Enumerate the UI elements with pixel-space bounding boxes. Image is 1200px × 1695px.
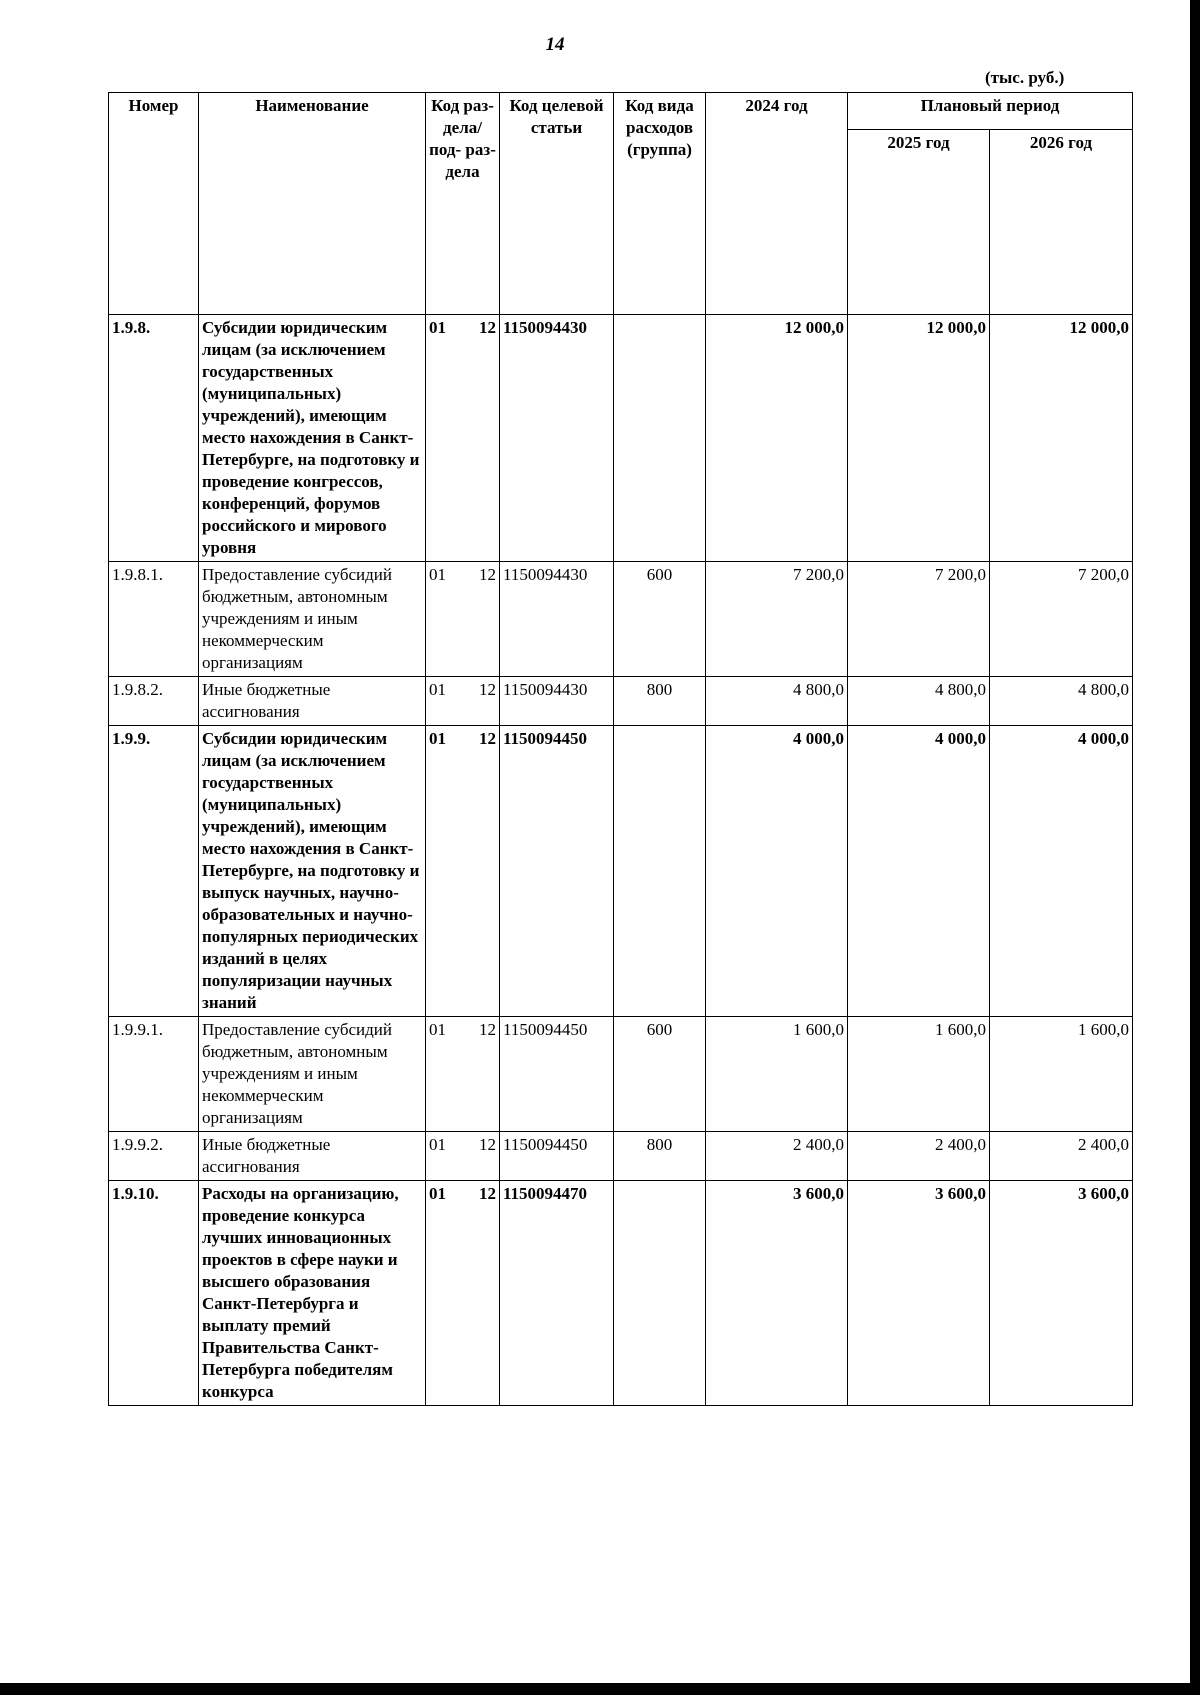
row-amount-2024: 4 000,0 xyxy=(706,726,848,1017)
header-plan-period: Плановый период xyxy=(848,93,1133,130)
row-amount-2024: 3 600,0 xyxy=(706,1181,848,1406)
row-name: Предоставление субсидий бюджетным, автономным учреждениям и иным некоммерческим организациям xyxy=(199,562,426,677)
row-section-code xyxy=(426,1181,500,1406)
row-amount-2025: 3 600,0 xyxy=(848,1181,990,1406)
table-row xyxy=(109,562,1133,677)
row-subsection: 12 xyxy=(479,565,496,584)
scan-edge-bottom xyxy=(0,1683,1200,1695)
row-amount-2026: 3 600,0 xyxy=(990,1181,1133,1406)
row-expense-group: 800 xyxy=(614,677,706,726)
row-section: 01 xyxy=(429,729,446,748)
row-name: Иные бюджетные ассигнования xyxy=(199,677,426,726)
row-subsection: 12 xyxy=(479,1135,496,1154)
row-name: Расходы на организацию, проведение конкурса лучших инновационных проектов в сфере науки и высшего образования Санкт-Петербурга и выплату премий Правительства Санкт-Петербурга победителям конкурса xyxy=(199,1181,426,1406)
table-row xyxy=(109,315,1133,562)
row-name: Предоставление субсидий бюджетным, автономным учреждениям и иным некоммерческим организациям xyxy=(199,1017,426,1132)
budget-table xyxy=(108,92,1133,1406)
row-target-code: 1150094450 xyxy=(500,1017,614,1132)
row-amount-2024: 4 800,0 xyxy=(706,677,848,726)
table-body xyxy=(109,315,1133,1406)
row-amount-2025: 12 000,0 xyxy=(848,315,990,562)
row-target-code: 1150094450 xyxy=(500,1132,614,1181)
header-year-2024: 2024 год xyxy=(706,93,848,315)
row-number: 1.9.8.1. xyxy=(109,562,199,677)
row-expense-group xyxy=(614,726,706,1017)
table-row xyxy=(109,726,1133,1017)
row-number: 1.9.9.2. xyxy=(109,1132,199,1181)
row-amount-2026: 4 800,0 xyxy=(990,677,1133,726)
row-section-code xyxy=(426,677,500,726)
row-amount-2025: 4 800,0 xyxy=(848,677,990,726)
row-number: 1.9.8.2. xyxy=(109,677,199,726)
row-subsection: 12 xyxy=(479,1020,496,1039)
table-row xyxy=(109,1181,1133,1406)
table-row xyxy=(109,677,1133,726)
row-section-code xyxy=(426,1132,500,1181)
row-number: 1.9.10. xyxy=(109,1181,199,1406)
row-target-code: 1150094470 xyxy=(500,1181,614,1406)
row-amount-2024: 1 600,0 xyxy=(706,1017,848,1132)
row-amount-2024: 2 400,0 xyxy=(706,1132,848,1181)
row-expense-group xyxy=(614,315,706,562)
row-expense-group xyxy=(614,1181,706,1406)
row-name: Иные бюджетные ассигнования xyxy=(199,1132,426,1181)
page-number: 14 xyxy=(545,34,565,55)
row-amount-2025: 7 200,0 xyxy=(848,562,990,677)
row-target-code: 1150094430 xyxy=(500,315,614,562)
row-expense-group: 600 xyxy=(614,1017,706,1132)
row-section: 01 xyxy=(429,680,446,699)
row-amount-2024: 7 200,0 xyxy=(706,562,848,677)
row-amount-2026: 4 000,0 xyxy=(990,726,1133,1017)
row-expense-group: 600 xyxy=(614,562,706,677)
row-subsection: 12 xyxy=(479,318,496,337)
row-subsection: 12 xyxy=(479,1184,496,1203)
header-section-code: Код раз- дела/ под- раз- дела xyxy=(426,93,500,315)
header-name: Наименование xyxy=(199,93,426,315)
row-amount-2026: 12 000,0 xyxy=(990,315,1133,562)
row-amount-2025: 2 400,0 xyxy=(848,1132,990,1181)
row-target-code: 1150094450 xyxy=(500,726,614,1017)
row-target-code: 1150094430 xyxy=(500,677,614,726)
row-section-code xyxy=(426,315,500,562)
header-expense-type: Код вида расходов (группа) xyxy=(614,93,706,315)
row-number: 1.9.8. xyxy=(109,315,199,562)
row-amount-2026: 1 600,0 xyxy=(990,1017,1133,1132)
row-amount-2024: 12 000,0 xyxy=(706,315,848,562)
row-target-code: 1150094430 xyxy=(500,562,614,677)
row-section: 01 xyxy=(429,1020,446,1039)
row-amount-2025: 4 000,0 xyxy=(848,726,990,1017)
row-name: Субсидии юридическим лицам (за исключением государственных (муниципальных) учреждений), имеющим место нахождения в Санкт-Петербурге, на подготовку и выпуск научных, научно-образовательных и научно-популярных периодических изданий в целях популяризации научных знаний xyxy=(199,726,426,1017)
row-subsection: 12 xyxy=(479,729,496,748)
header-year-2025: 2025 год xyxy=(848,130,990,315)
row-amount-2026: 2 400,0 xyxy=(990,1132,1133,1181)
header-row xyxy=(109,93,1133,130)
row-section: 01 xyxy=(429,1135,446,1154)
header-target-code: Код целевой статьи xyxy=(500,93,614,315)
row-amount-2025: 1 600,0 xyxy=(848,1017,990,1132)
row-name: Субсидии юридическим лицам (за исключением государственных (муниципальных) учреждений), имеющим место нахождения в Санкт-Петербурге, на подготовку и проведение конгрессов, конференций, форумов российского и мирового уровня xyxy=(199,315,426,562)
header-number: Номер xyxy=(109,93,199,315)
row-section-code xyxy=(426,562,500,677)
row-section-code xyxy=(426,1017,500,1132)
row-number: 1.9.9.1. xyxy=(109,1017,199,1132)
table-row xyxy=(109,1132,1133,1181)
row-section: 01 xyxy=(429,1184,446,1203)
row-section-code xyxy=(426,726,500,1017)
scan-edge-right xyxy=(1190,0,1200,1695)
row-section: 01 xyxy=(429,565,446,584)
row-subsection: 12 xyxy=(479,680,496,699)
header-year-2026: 2026 год xyxy=(990,130,1133,315)
row-amount-2026: 7 200,0 xyxy=(990,562,1133,677)
row-section: 01 xyxy=(429,318,446,337)
table-row xyxy=(109,1017,1133,1132)
units-label: (тыс. руб.) xyxy=(985,68,1065,87)
row-expense-group: 800 xyxy=(614,1132,706,1181)
row-number: 1.9.9. xyxy=(109,726,199,1017)
